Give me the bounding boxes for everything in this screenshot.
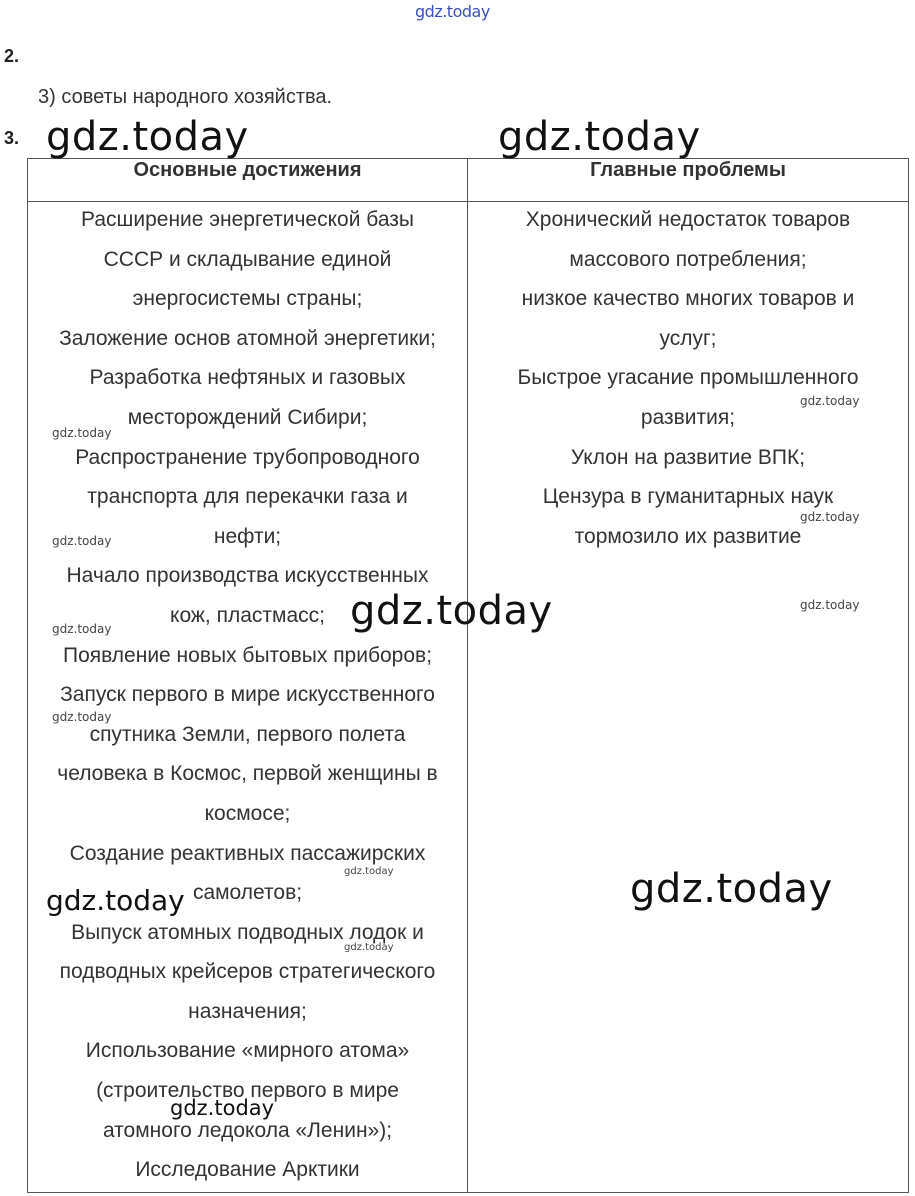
header-achievements: Основные достижения (28, 159, 468, 202)
achievement-line: нефти; (213, 524, 282, 548)
watermark-small-7: gdz.today (800, 598, 860, 612)
watermark-small-5: gdz.today (800, 394, 860, 408)
achievement-line: человека в Космос, первой женщины в (57, 762, 438, 786)
achievement-line: Выпуск атомных подводных лодок и (71, 920, 424, 944)
problem-line: Хронический недостаток товаров (525, 208, 851, 231)
task-2-number: 2. (4, 46, 20, 66)
problem-line: массового потребления; (569, 247, 807, 271)
achievement-line: СССР и складывание единой (103, 247, 392, 271)
achievement-line: спутника Земли, первого полета (89, 722, 406, 746)
achievement-line: назначения; (188, 999, 307, 1023)
task-3-number: 3. (4, 128, 20, 148)
achievement-line: Использование «мирного атома» (85, 1039, 410, 1063)
problem-line: развития; (640, 405, 736, 429)
achievement-line: кож, пластмасс; (170, 603, 325, 627)
achievement-line: Заложение основ атомной энергетики; (59, 326, 436, 350)
problems-text (468, 200, 908, 556)
problem-line: услуг; (659, 326, 717, 350)
watermark-big-1: gdz.today (46, 114, 249, 160)
achievement-line: Расширение энергетической базы (81, 208, 414, 231)
header-problems: Главные проблемы (468, 159, 909, 202)
watermark-small-2: gdz.today (52, 534, 112, 548)
achievement-line: Распространение трубопроводного (75, 445, 420, 469)
watermark-small-3: gdz.today (52, 622, 112, 636)
watermark-small-6: gdz.today (800, 510, 860, 524)
achievement-line: Разработка нефтяных и газовых (89, 366, 406, 390)
achievements-cell (28, 202, 468, 1193)
achievement-line: месторождений Сибири; (127, 405, 368, 429)
achievement-line: Начало производства искусственных (66, 564, 429, 588)
watermark-big-2: gdz.today (498, 114, 701, 160)
problem-line: Цензура в гуманитарных наук (542, 485, 834, 509)
achievement-line: Исследование Арктики (135, 1158, 360, 1182)
achievements-text (28, 200, 467, 1190)
problem-line: Быстрое угасание промышленного (517, 366, 859, 390)
achievement-line: (строительство первого в мире (96, 1079, 399, 1103)
watermark-top: gdz.today (415, 2, 490, 21)
achievement-line: атомного ледокола «Ленин»); (102, 1118, 393, 1142)
achievement-line: подводных крейсеров стратегического (59, 960, 436, 984)
achievement-line: самолетов; (192, 881, 303, 905)
watermark-big-4: gdz.today (630, 866, 833, 912)
watermark-big-3: gdz.today (350, 588, 553, 634)
watermark-medium-2: gdz.today (170, 1096, 275, 1120)
problems-cell (468, 202, 909, 1193)
achievement-line: Появление новых бытовых приборов; (62, 643, 433, 667)
problem-line: тормозило их развитие (574, 524, 802, 548)
watermark-small-4: gdz.today (52, 710, 112, 724)
watermark-small-8: gdz.today (344, 866, 394, 877)
achievement-line: Запуск первого в мире искусственного (60, 683, 435, 707)
task-2-answer: 3) советы народного хозяйства. (38, 86, 333, 108)
problem-line: низкое качество многих товаров и (521, 287, 855, 311)
watermark-small-1: gdz.today (52, 426, 112, 440)
problem-line: Уклон на развитие ВПК; (570, 445, 806, 469)
achievement-line: энергосистемы страны; (132, 287, 363, 311)
watermark-small-9: gdz.today (344, 942, 394, 953)
answer-table (27, 158, 909, 1193)
achievement-line: Создание реактивных пассажирских (69, 841, 426, 865)
achievement-line: космосе; (204, 801, 291, 825)
watermark-medium-1: gdz.today (46, 884, 185, 917)
achievement-line: транспорта для перекачки газа и (87, 485, 408, 509)
